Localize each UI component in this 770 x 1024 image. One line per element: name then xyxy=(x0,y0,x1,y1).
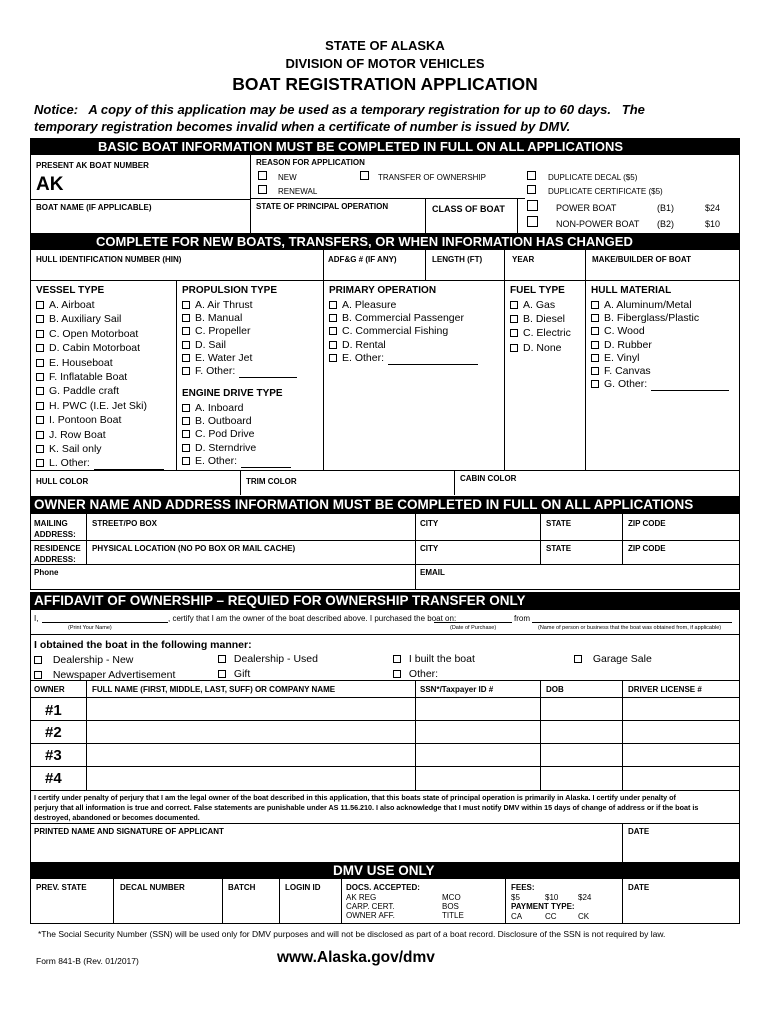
ssn-note: *The Social Security Number (SSN) will be used only for DMV purposes and will not be disclosed as part of a boat record. Disclosure of the SSN is not required by law. xyxy=(38,929,666,939)
fee-24: $24 xyxy=(578,893,592,902)
engine-drive-title: ENGINE DRIVE TYPE xyxy=(182,388,283,399)
affidavit-from: from xyxy=(514,614,530,623)
hull-material-option-label: B. Fiberglass/Plastic xyxy=(604,312,700,325)
hull-material-option[interactable] xyxy=(591,378,729,391)
class-of-boat-label: CLASS OF BOAT xyxy=(432,204,505,214)
manner-garage-sale[interactable]: Garage Sale xyxy=(574,653,652,666)
reason-dup-cert-label: DUPLICATE CERTIFICATE ($5) xyxy=(548,187,663,196)
checkbox-icon[interactable] xyxy=(36,330,44,338)
reason-renewal-label: RENEWAL xyxy=(278,187,318,196)
residence-label-1: RESIDENCE xyxy=(34,544,81,553)
checkbox-icon[interactable] xyxy=(510,344,518,352)
vessel-type-option[interactable] xyxy=(36,313,121,326)
propulsion-type-option[interactable] xyxy=(182,352,252,365)
dl-col-header: DRIVER LICENSE # xyxy=(628,685,702,694)
email-label[interactable]: EMAIL xyxy=(420,568,445,577)
checkbox-icon[interactable] xyxy=(591,367,599,375)
phone-label[interactable]: Phone xyxy=(34,568,59,577)
primary-operation-option-label: B. Commercial Passenger xyxy=(342,312,464,325)
fuel-type-option[interactable] xyxy=(510,313,565,326)
hull-material-option[interactable] xyxy=(591,365,651,378)
reason-new-label: NEW xyxy=(278,173,297,182)
fuel-type-option-label: B. Diesel xyxy=(523,313,566,326)
vessel-type-option-label: L. Other: xyxy=(49,457,90,470)
checkbox-icon[interactable] xyxy=(591,354,599,362)
propulsion-type-option[interactable] xyxy=(182,339,226,352)
propulsion-type-option[interactable] xyxy=(182,365,297,378)
physical-location-label[interactable]: PHYSICAL LOCATION (NO PO BOX OR MAIL CACHE) xyxy=(92,544,296,553)
penalty-line-3: destroyed, abandoned or becomes documented. xyxy=(34,813,200,822)
hull-material-title: HULL MATERIAL xyxy=(591,285,672,296)
state-principal-label[interactable]: STATE OF PRINCIPAL OPERATION xyxy=(256,202,389,211)
year-label[interactable]: YEAR xyxy=(512,255,535,264)
checkbox-icon[interactable] xyxy=(36,416,44,424)
primary-operation-option[interactable] xyxy=(329,312,464,325)
hull-material-option[interactable] xyxy=(591,299,692,312)
reason-label: REASON FOR APPLICATION xyxy=(256,158,365,167)
vessel-type-option[interactable] xyxy=(36,299,95,312)
payment-cc: CC xyxy=(545,912,557,921)
engine-drive-other-field[interactable] xyxy=(241,467,291,468)
checkbox-icon[interactable] xyxy=(591,314,599,322)
checkbox-icon[interactable] xyxy=(36,359,44,367)
power-boat-code: (B1) xyxy=(657,203,675,213)
printed-name-signature-label[interactable]: PRINTED NAME AND SIGNATURE OF APPLICANT xyxy=(34,827,224,836)
boat-name-label[interactable]: BOAT NAME (IF APPLICABLE) xyxy=(36,203,152,212)
nonpower-boat-code: (B2) xyxy=(657,219,675,229)
checkbox-icon[interactable] xyxy=(182,341,190,349)
primary-operation-option[interactable] xyxy=(329,299,396,312)
vessel-type-option[interactable] xyxy=(36,443,102,456)
vessel-type-option-label: H. PWC (I.E. Jet Ski) xyxy=(49,399,148,412)
engine-drive-option-label: D. Sterndrive xyxy=(195,441,257,454)
primary-operation-option-label: A. Pleasure xyxy=(342,299,397,311)
docs-accepted-label: DOCS. ACCEPTED: xyxy=(346,883,420,892)
checkbox-icon[interactable] xyxy=(36,373,44,381)
checkbox-icon[interactable] xyxy=(329,341,337,349)
affidavit-i: I, xyxy=(34,614,39,623)
form-number: Form 841-B (Rev. 01/2017) xyxy=(36,956,139,966)
notice-line-2: temporary registration becomes invalid when a certificate of number is issued by DMV. xyxy=(34,119,571,134)
prev-state-label: PREV. STATE xyxy=(36,883,87,892)
propulsion-type-option-label: C. Propeller xyxy=(195,325,251,338)
vessel-type-option-label: K. Sail only xyxy=(49,443,102,455)
basic-info-bar: BASIC BOAT INFORMATION MUST BE COMPLETED IN FULL ON ALL APPLICATIONS xyxy=(30,138,740,155)
primary-operation-title: PRIMARY OPERATION xyxy=(329,285,437,296)
vessel-type-option-label: D. Cabin Motorboat xyxy=(49,342,141,355)
power-boat-fee: $24 xyxy=(705,203,721,213)
primary-operation-option-label: C. Commercial Fishing xyxy=(342,325,449,338)
hull-material-option[interactable] xyxy=(591,339,652,352)
hull-material-option[interactable] xyxy=(591,325,645,338)
mailing-zip-label[interactable]: ZIP CODE xyxy=(628,519,666,528)
docs-bos: BOS xyxy=(442,902,459,911)
checkbox-icon[interactable] xyxy=(36,402,44,410)
present-boat-number-value[interactable]: AK xyxy=(36,174,64,195)
engine-drive-option[interactable] xyxy=(182,415,252,428)
penalty-line-2: perjury that all information is true and correct. False statements are punishable under AS 11.56.210. I also acknowledge that I must notify DMV within 15 days of change of address or if the boat is xyxy=(34,803,699,812)
engine-drive-option[interactable] xyxy=(182,402,243,415)
present-boat-number-label: PRESENT AK BOAT NUMBER xyxy=(36,161,149,170)
payment-ck: CK xyxy=(578,912,590,921)
checkbox-icon[interactable] xyxy=(591,301,599,309)
owner-bar: OWNER NAME AND ADDRESS INFORMATION MUST BE COMPLETED IN FULL ON ALL APPLICATIONS xyxy=(30,496,740,514)
propulsion-type-option[interactable] xyxy=(182,325,250,338)
fuel-type-title: FUEL TYPE xyxy=(510,285,565,296)
docs-title: TITLE xyxy=(442,911,464,920)
residence-state-label[interactable]: STATE xyxy=(546,544,572,553)
hull-material-option-label: A. Aluminum/Metal xyxy=(604,299,692,311)
signature-date-label[interactable]: DATE xyxy=(628,827,650,836)
checkbox-icon[interactable] xyxy=(182,457,190,465)
checkbox-icon[interactable] xyxy=(329,354,337,362)
checkbox-icon[interactable] xyxy=(510,315,518,323)
vessel-type-option[interactable] xyxy=(36,457,164,470)
owner-row-3: #3 xyxy=(45,747,62,764)
checkbox-icon[interactable] xyxy=(329,314,337,322)
vessel-type-option-label: F. Inflatable Boat xyxy=(49,371,128,383)
mailing-label-2: ADDRESS: xyxy=(34,530,76,539)
checkbox-icon[interactable] xyxy=(182,314,190,322)
checkbox-icon[interactable] xyxy=(182,417,190,425)
checkbox-icon[interactable] xyxy=(182,404,190,412)
vessel-type-option[interactable] xyxy=(36,414,121,427)
checkbox-icon[interactable] xyxy=(329,301,337,309)
seller-caption: (Name of person or business that the boat was obtained from, if applicable) xyxy=(538,625,722,631)
reason-dup-cert-checkbox[interactable] xyxy=(527,185,536,194)
login-id-label: LOGIN ID xyxy=(285,883,321,892)
adfg-label[interactable]: ADF&G # (IF ANY) xyxy=(328,255,397,264)
fuel-type-option-label: D. None xyxy=(523,341,562,354)
vessel-type-option-label: C. Open Motorboat xyxy=(49,327,139,340)
primary-operation-option[interactable] xyxy=(329,325,448,338)
hin-label[interactable]: HULL IDENTIFICATION NUMBER (HIN) xyxy=(36,255,182,264)
vessel-type-option[interactable] xyxy=(36,400,147,413)
dmv-date-label: DATE xyxy=(628,883,650,892)
purchase-date-line[interactable] xyxy=(434,622,512,623)
checkbox-icon[interactable] xyxy=(36,387,44,395)
decal-number-label: DECAL NUMBER xyxy=(120,883,185,892)
primary-operation-option[interactable] xyxy=(329,352,478,365)
docs-ak-reg: AK REG xyxy=(346,893,377,902)
owner-col-header: OWNER xyxy=(34,685,65,694)
reason-transfer-label: TRANSFER OF OWNERSHIP xyxy=(378,173,487,182)
fullname-col-header: FULL NAME (FIRST, MIDDLE, LAST, SUFF) OR COMPANY NAME xyxy=(92,685,336,694)
propulsion-type-other-field[interactable] xyxy=(239,377,297,378)
batch-label: BATCH xyxy=(228,883,256,892)
manner-built[interactable]: I built the boat xyxy=(393,653,475,666)
vessel-type-option-label: I. Pontoon Boat xyxy=(49,414,122,427)
engine-drive-option-label: C. Pod Drive xyxy=(195,428,255,441)
affidavit-certify: , certify that I am the owner of the boat described above. I purchased the boat on: xyxy=(168,614,457,623)
vessel-type-option-label: A. Airboat xyxy=(49,299,95,311)
reason-new-checkbox[interactable] xyxy=(258,171,267,180)
manner-dealership-new[interactable]: Dealership - New xyxy=(34,654,133,667)
payment-ca: CA xyxy=(511,912,523,921)
checkbox-icon[interactable] xyxy=(36,301,44,309)
docs-owner-aff: OWNER AFF. xyxy=(346,911,395,920)
primary-operation-other-field[interactable] xyxy=(388,364,478,365)
vessel-type-option[interactable] xyxy=(36,371,127,384)
power-boat-label: POWER BOAT xyxy=(556,203,617,213)
fuel-type-option[interactable] xyxy=(510,327,571,340)
primary-operation-option-label: D. Rental xyxy=(342,338,386,351)
fee-10: $10 xyxy=(545,893,559,902)
hull-material-option-label: F. Canvas xyxy=(604,365,651,377)
reason-renewal-checkbox[interactable] xyxy=(258,185,267,194)
vessel-type-option[interactable] xyxy=(36,328,138,341)
checkbox-icon[interactable] xyxy=(182,367,190,375)
reason-dup-decal-checkbox[interactable] xyxy=(527,171,536,180)
vessel-type-option[interactable] xyxy=(36,357,113,370)
vessel-type-option-label: G. Paddle craft xyxy=(49,385,120,398)
propulsion-type-option-label: F. Other: xyxy=(195,365,236,377)
hull-color-label[interactable]: HULL COLOR xyxy=(36,477,89,486)
vessel-type-option[interactable] xyxy=(36,385,119,398)
complete-bar: COMPLETE FOR NEW BOATS, TRANSFERS, OR WHEN INFORMATION HAS CHANGED xyxy=(30,233,740,250)
obtained-title: I obtained the boat in the following manner: xyxy=(34,639,252,651)
mailing-city-label[interactable]: CITY xyxy=(420,519,439,528)
checkbox-icon[interactable] xyxy=(182,327,190,335)
hull-material-option-label: G. Other: xyxy=(604,378,648,391)
nonpower-boat-fee: $10 xyxy=(705,219,721,229)
primary-operation-option-label: E. Other: xyxy=(342,351,385,364)
reason-transfer-checkbox[interactable] xyxy=(360,171,369,180)
residence-label-2: ADDRESS: xyxy=(34,555,76,564)
payment-type-label: PAYMENT TYPE: xyxy=(511,902,575,911)
checkbox-icon[interactable] xyxy=(510,301,518,309)
checkbox-icon[interactable] xyxy=(36,459,44,467)
docs-carp-cert: CARP. CERT. xyxy=(346,902,395,911)
fees-label: FEES: xyxy=(511,883,535,892)
dob-col-header: DOB xyxy=(546,685,564,694)
checkbox-icon[interactable] xyxy=(182,354,190,362)
propulsion-type-option-label: E. Water Jet xyxy=(195,351,253,364)
division-title: DIVISION OF MOTOR VEHICLES xyxy=(285,56,485,71)
engine-drive-option[interactable] xyxy=(182,428,255,441)
checkbox-icon[interactable] xyxy=(36,431,44,439)
propulsion-type-option[interactable] xyxy=(182,312,242,325)
checkbox-icon[interactable] xyxy=(36,344,44,352)
penalty-line-1: I certify under penalty of perjury that I am the legal owner of the boat described in this application, that this boats state of principal operation is primarily in Alaska. I certify under penalty of xyxy=(34,793,676,802)
dmv-bar: DMV USE ONLY xyxy=(30,862,740,879)
engine-drive-option-label: A. Inboard xyxy=(195,402,244,414)
checkbox-icon[interactable] xyxy=(329,327,337,335)
checkbox-icon[interactable] xyxy=(36,315,44,323)
hull-material-other-field[interactable] xyxy=(651,390,729,391)
residence-city-label[interactable]: CITY xyxy=(420,544,439,553)
owner-row-2: #2 xyxy=(45,724,62,741)
propulsion-type-option-label: D. Sail xyxy=(195,338,226,351)
nonpower-boat-checkbox[interactable] xyxy=(527,216,538,227)
checkbox-icon[interactable] xyxy=(591,327,599,335)
ssn-col-header: SSN*/Taxpayer ID # xyxy=(420,685,494,694)
hull-material-option-label: C. Wood xyxy=(604,325,645,338)
engine-drive-option[interactable] xyxy=(182,455,291,468)
notice-line-1: Notice: A copy of this application may be used as a temporary registration for up to 60 days. The xyxy=(34,102,645,117)
hull-material-option[interactable] xyxy=(591,312,699,325)
checkbox-icon[interactable] xyxy=(591,341,599,349)
checkbox-icon[interactable] xyxy=(510,329,518,337)
vessel-type-option-label: J. Row Boat xyxy=(49,428,106,441)
mailing-state-label[interactable]: STATE xyxy=(546,519,572,528)
checkbox-icon[interactable] xyxy=(36,445,44,453)
manner-dealership-used[interactable]: Dealership - Used xyxy=(218,653,318,666)
fuel-type-option[interactable] xyxy=(510,299,555,312)
propulsion-type-option-label: A. Air Thrust xyxy=(195,299,253,311)
docs-mco: MCO xyxy=(442,893,461,902)
checkbox-icon[interactable] xyxy=(591,380,599,388)
make-label[interactable]: MAKE/BUILDER OF BOAT xyxy=(592,255,691,264)
affidavit-name-line[interactable] xyxy=(42,622,168,623)
trim-color-label[interactable]: TRIM COLOR xyxy=(246,477,297,486)
engine-drive-option-label: E. Other: xyxy=(195,454,238,467)
affidavit-bar: AFFIDAVIT OF OWNERSHIP – REQUIED FOR OWNERSHIP TRANSFER ONLY xyxy=(30,592,740,610)
fuel-type-option-label: C. Electric xyxy=(523,327,571,340)
vessel-type-option[interactable] xyxy=(36,429,106,442)
engine-drive-option[interactable] xyxy=(182,442,256,455)
manner-other[interactable]: Other: xyxy=(393,668,438,681)
manner-newspaper[interactable]: Newspaper Advertisement xyxy=(34,669,175,682)
length-label[interactable]: LENGTH (FT) xyxy=(432,255,483,264)
engine-drive-option-label: B. Outboard xyxy=(195,415,252,428)
street-label[interactable]: STREET/PO BOX xyxy=(92,519,157,528)
vessel-type-title: VESSEL TYPE xyxy=(36,285,105,296)
reason-dup-decal-label: DUPLICATE DECAL ($5) xyxy=(548,173,638,182)
checkbox-icon[interactable] xyxy=(182,444,190,452)
primary-operation-option[interactable] xyxy=(329,339,386,352)
hull-material-option[interactable] xyxy=(591,352,639,365)
dmv-website[interactable]: www.Alaska.gov/dmv xyxy=(277,949,435,966)
vessel-type-option-label: B. Auxiliary Sail xyxy=(49,313,122,326)
hull-material-option-label: D. Rubber xyxy=(604,338,652,351)
vessel-type-option[interactable] xyxy=(36,342,140,355)
owner-row-1: #1 xyxy=(45,702,62,719)
residence-zip-label[interactable]: ZIP CODE xyxy=(628,544,666,553)
fuel-type-option-label: A. Gas xyxy=(523,299,556,311)
state-title: STATE OF ALASKA xyxy=(325,38,445,53)
cabin-color-label[interactable]: CABIN COLOR xyxy=(460,474,517,483)
date-purchase-caption: (Date of Purchase) xyxy=(450,625,497,631)
fuel-type-option[interactable] xyxy=(510,342,562,355)
propulsion-type-option[interactable] xyxy=(182,299,253,312)
print-name-caption: (Print Your Name) xyxy=(68,625,112,631)
propulsion-type-option-label: B. Manual xyxy=(195,312,243,325)
owner-row-4: #4 xyxy=(45,770,62,787)
hull-material-option-label: E. Vinyl xyxy=(604,351,640,364)
checkbox-icon[interactable] xyxy=(182,430,190,438)
propulsion-type-title: PROPULSION TYPE xyxy=(182,285,278,296)
power-boat-checkbox[interactable] xyxy=(527,200,538,211)
vessel-type-option-label: E. Houseboat xyxy=(49,356,113,369)
nonpower-boat-label: NON-POWER BOAT xyxy=(556,219,640,229)
checkbox-icon[interactable] xyxy=(182,301,190,309)
form-title: BOAT REGISTRATION APPLICATION xyxy=(232,74,538,94)
seller-name-line[interactable] xyxy=(532,622,732,623)
mailing-label-1: MAILING xyxy=(34,519,68,528)
manner-gift[interactable]: Gift xyxy=(218,668,250,681)
fee-5: $5 xyxy=(511,893,520,902)
